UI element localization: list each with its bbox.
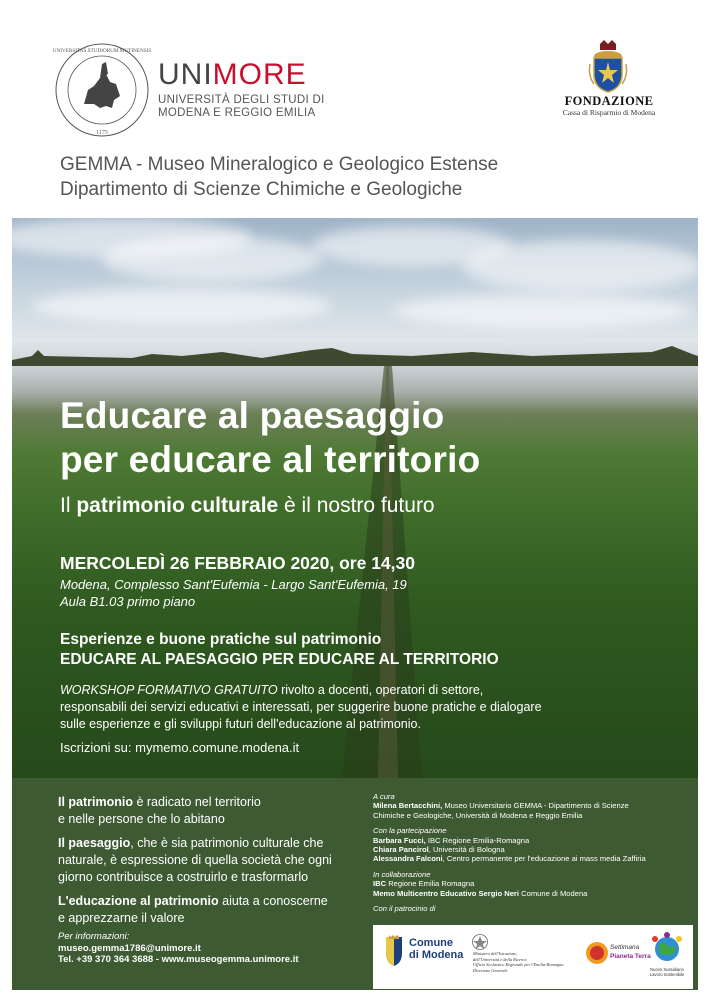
settimana-pianeta-terra-logo [583, 931, 651, 981]
usr-logo-line-4: Direzione Generale [473, 967, 508, 973]
ufficio-scolastico-logo [471, 931, 571, 981]
event-venue-address: Modena, Complesso Sant'Eufemia - Largo Sant'Eufemia, 19 [60, 577, 407, 592]
globe-people-icon [645, 931, 689, 965]
contact-email[interactable]: museo.gemma1786@unimore.it [58, 942, 201, 954]
fondazione-subtitle: Cassa di Risparmio di Modena [562, 108, 656, 117]
poster-header [0, 0, 709, 218]
museum-line-2: Dipartimento di Scienze Chimiche e Geologiche [60, 179, 463, 200]
event-venue [60, 576, 407, 610]
credits-patronage: Con il patrocinio di [373, 904, 436, 914]
museum-line-1: GEMMA - Museo Mineralogico e Geologico Estense [60, 154, 499, 175]
comune-crest-icon [383, 935, 405, 967]
unimore-subtitle [158, 94, 325, 120]
event-date: MERCOLEDÌ 26 FEBBRAIO 2020, ore 14,30 [60, 553, 415, 573]
comune-logo-line-2: di Modena [409, 949, 464, 961]
landscape-photo [12, 218, 698, 778]
usr-logo-line-3: Ufficio Scolastico Regionale per l'Emilia-Romagna [473, 962, 564, 968]
unimore-wordmark: UNIMORE [158, 58, 307, 91]
contact-label: Per informazioni: [58, 931, 130, 942]
event-title-line-2: per educare al territorio [60, 439, 481, 480]
statement-educazione: L'educazione al patrimonio aiuta a conoscerne e apprezzarne il valore [58, 894, 328, 925]
patron-logos [373, 925, 693, 989]
fondazione-crest-icon [588, 40, 628, 94]
registration-info: Iscrizioni su: mymemo.comune.modena.it [60, 740, 300, 755]
event-title-line-1: Educare al paesaggio [60, 395, 445, 436]
settimana-logo-line-1: Settimana [610, 944, 640, 951]
event-title [60, 394, 480, 482]
seal-year: 1175 [96, 130, 108, 136]
usr-logo-line-1: Ministero dell'Istruzione, [473, 951, 518, 956]
seal-text: UNIVERSITAS STUDIORUM MUTINENSIS [52, 48, 152, 54]
workshop-heading [60, 630, 499, 670]
statement-patrimonio: Il patrimonio è radicato nel territorio e nelle persone che lo abitano [58, 795, 261, 826]
fondazione-name: FONDAZIONE [564, 94, 654, 108]
museum-department [60, 152, 498, 202]
comune-di-modena-logo [383, 931, 465, 981]
nuovo-sussidiario-logo [645, 931, 689, 981]
usr-emblem-icon [471, 933, 489, 951]
sussidiario-logo-line-2: Lavoro Sostenibile [649, 972, 685, 977]
workshop-heading-line-1: Esperienze e buone pratiche sul patrimonio [60, 631, 382, 648]
university-seal-icon [54, 42, 150, 138]
unimore-subtitle-line-1: UNIVERSITÀ DEGLI STUDI DI [158, 94, 325, 106]
workshop-heading-line-2: EDUCARE AL PAESAGGIO PER EDUCARE AL TERRITORIO [60, 651, 499, 668]
sussidiario-logo-line-1: Nuovo Sussidiario [650, 967, 684, 972]
event-subtitle: Il patrimonio culturale è il nostro futuro [60, 494, 435, 517]
credits [373, 792, 691, 919]
statement-paesaggio: Il paesaggio, che è sia patrimonio culturale che naturale, è espressione di quella società che ogni giorno contribuisce a costruirlo e trasformarlo [58, 836, 332, 884]
unimore-subtitle-line-2: MODENA E REGGIO EMILIA [158, 107, 316, 119]
usr-logo-line-2: dell'Università e della Ricerca [473, 956, 527, 962]
credits-curated-by: A cura Milena Bertacchini, Museo Universitario GEMMA - Dipartimento di Scienze Chimiche e Geologiche, Università di Modena e Reggio Emilia [373, 792, 629, 820]
credits-participation: Con la partecipazione Barbara Fucci, IBC Regione Emilia-Romagna Chiara Pancirol, Università di Bologna Alessandra Falconi, Centro permanente per l'educazione ai mass media Zaffiria [373, 826, 646, 864]
comune-logo-line-1: Comune [409, 937, 453, 949]
contact-info [58, 931, 299, 966]
contact-phone-website[interactable]: Tel. +39 370 364 3688 - www.museogemma.unimore.it [58, 954, 299, 965]
heritage-statements [58, 794, 358, 934]
settimana-logo-line-2: Pianeta Terra [610, 953, 651, 960]
workshop-description: WORKSHOP FORMATIVO GRATUITO rivolto a docenti, operatori di settore, responsabili dei servizi educativi e interessati, per suggerire buone pratiche e dialogare sulle esperienze e gli sviluppi futuri dell'educazione al patrimonio. [60, 683, 542, 731]
info-panel [12, 778, 698, 990]
credits-collaboration: In collaborazione IBC Regione Emilia Romagna Memo Multicentro Educativo Sergio Neri Comune di Modena [373, 869, 588, 898]
event-venue-room: Aula B1.03 primo piano [60, 594, 196, 609]
